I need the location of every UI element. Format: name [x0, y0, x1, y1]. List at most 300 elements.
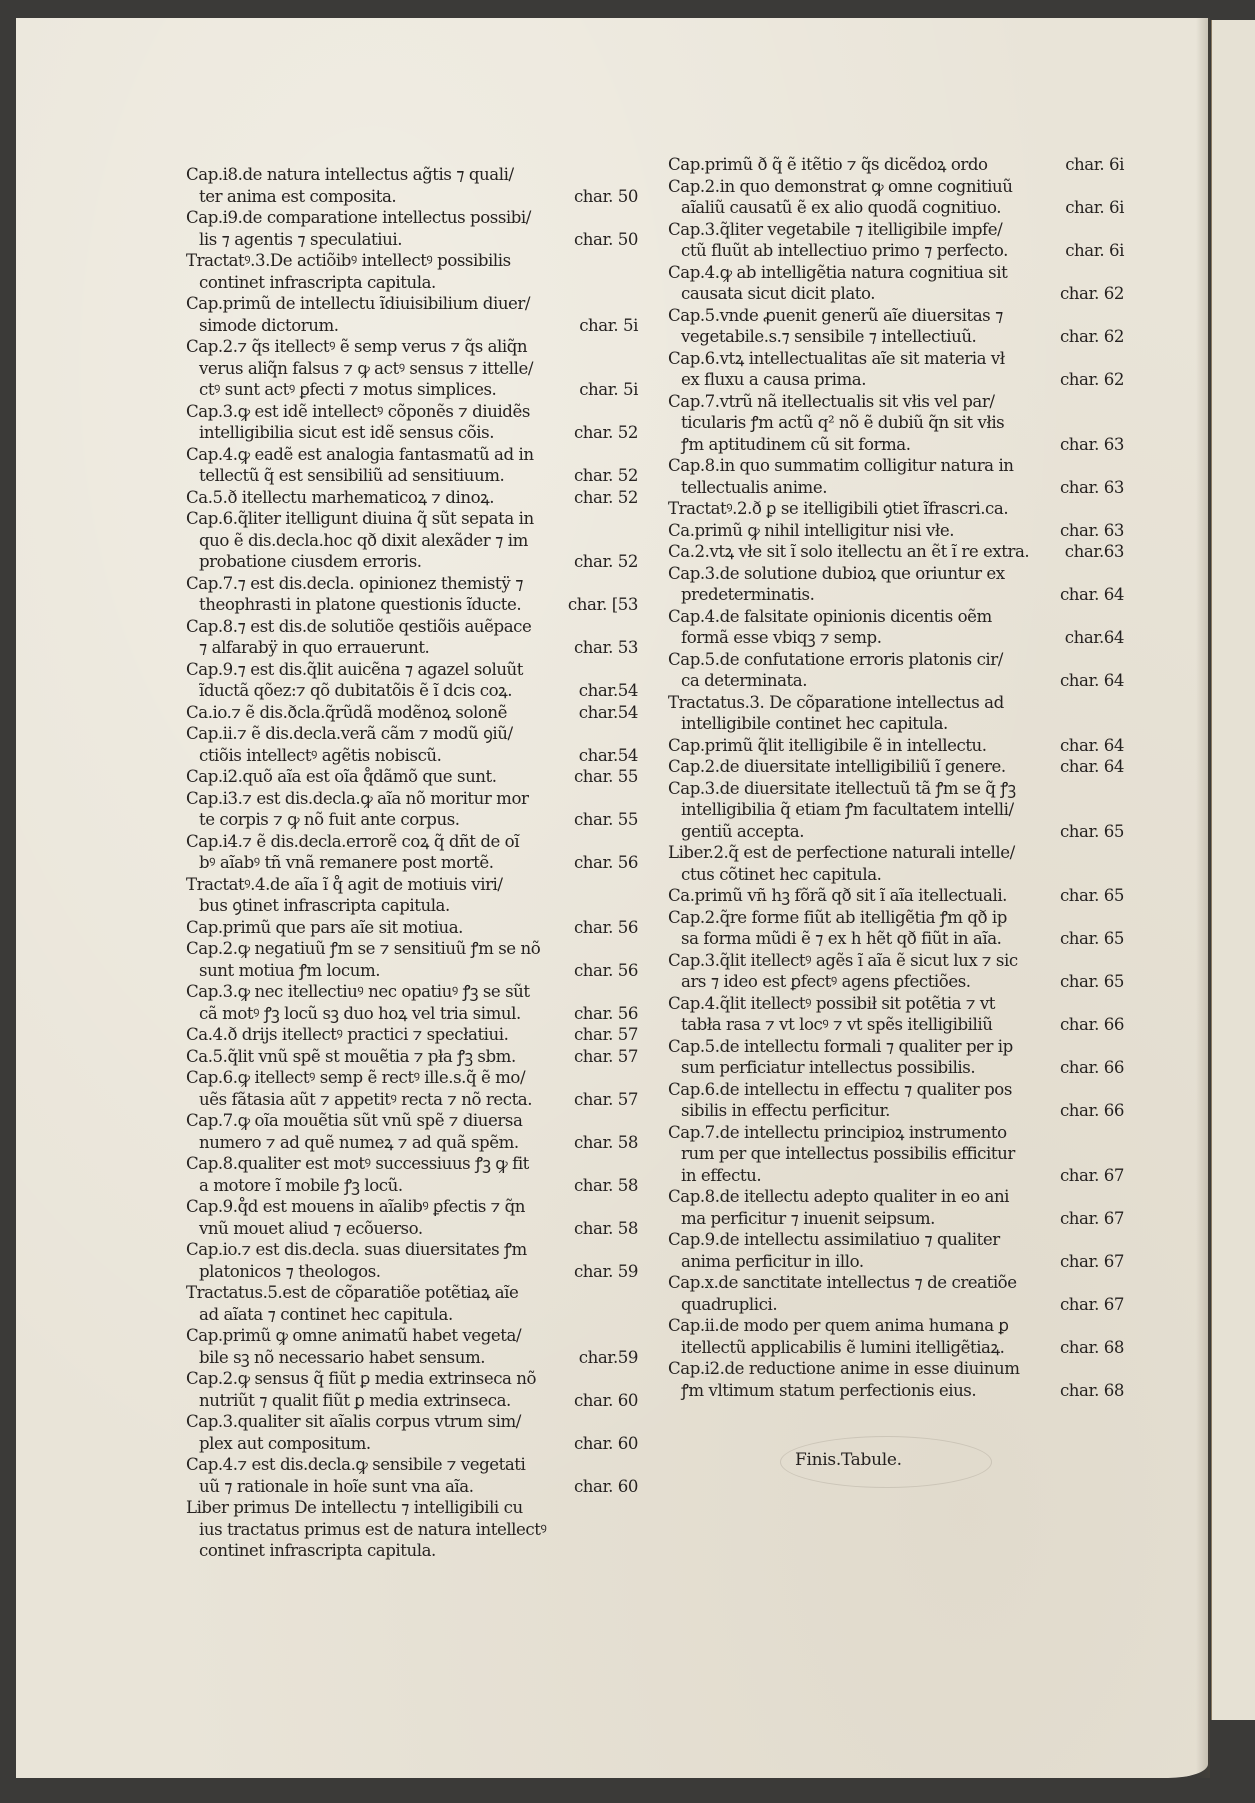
- toc-page-reference: char. 67: [1059, 1251, 1124, 1271]
- toc-entry-text: Cap.i2.quõ aĩa est oĩa q̊dãmõ que sunt.: [186, 767, 497, 786]
- toc-entry-text: Cap.9.⁊ est dis.q̃lit auicẽna ⁊ agazel soluũt: [186, 659, 524, 679]
- toc-line: [186, 637, 638, 659]
- toc-line: [668, 391, 1124, 413]
- toc-entry-text: Cap.9.de intellectu assimilatiuo ⁊ qualiter: [668, 1230, 1000, 1249]
- toc-line: [186, 1347, 638, 1369]
- toc-page-reference: char. 55: [573, 810, 638, 829]
- toc-entry-text: Cap.i8.de natura intellectus ag̃tis ⁊ quali/: [186, 165, 514, 184]
- toc-line: [668, 842, 1124, 864]
- toc-line: [668, 778, 1124, 800]
- toc-entry-text: gentiũ accepta.: [681, 821, 805, 841]
- page-gutter-shadow: [1196, 18, 1210, 1778]
- toc-entry-text: ad aĩata ⁊ continet hec capitula.: [199, 1304, 453, 1324]
- toc-line: [186, 1519, 638, 1541]
- toc-entry-text: formã esse vbiqꝫ ⁊ semp.: [681, 628, 882, 647]
- toc-entry-text: continet infrascripta capitula.: [199, 1541, 436, 1560]
- toc-page-reference: char. [53: [567, 595, 638, 614]
- toc-entry-text: Cap.5.de confutatione erroris platonis cir/: [668, 649, 1003, 669]
- toc-entry-text: in effectu.: [681, 1165, 762, 1185]
- toc-page-reference: char. 59: [573, 1261, 638, 1281]
- toc-entry-text: Cap.2.⁊ q̃s itellectꝰ ẽ semp verus ⁊ q̃s aliq̃n: [186, 337, 528, 356]
- toc-entry-text: Cap.primũ q̃lit itelligibile ẽ in intellectu.: [668, 735, 987, 755]
- adjacent-page-edge: [1211, 20, 1255, 1720]
- toc-entry-text: ctꝰ sunt actꝰ ꝑfecti ⁊ motus simplices.: [199, 380, 497, 399]
- toc-entry-text: Cap.2.de diuersitate intelligibiliũ ĩ genere.: [668, 757, 1006, 776]
- toc-entry-text: Cap.2.in quo demonstrat ꝙ omne cognitiuũ: [668, 176, 1013, 196]
- toc-entry-text: tellectualis anime.: [681, 477, 828, 497]
- toc-entry-text: Ca.primũ ꝙ nihil intelligitur nisi vłe.: [668, 520, 955, 540]
- toc-entry-text: lis ⁊ agentis ⁊ speculatiui.: [199, 229, 403, 249]
- toc-entry-text: vnũ mouet aliud ⁊ ecõuerso.: [199, 1218, 423, 1238]
- toc-entry-text: sibilis in effectu perficitur.: [681, 1101, 890, 1120]
- toc-entry-text: te corpis ⁊ ꝙ nõ fuit ante corpus.: [199, 810, 460, 829]
- toc-entry-text: Ca.primũ vñ hꝫ fõrã qð sit ĩ aĩa itellectuali.: [668, 886, 1007, 905]
- toc-line: [668, 584, 1124, 606]
- toc-entry-text: Ca.2.vtꝝ vłe sit ĩ solo itellectu an ẽt ĩ re extra.: [668, 542, 1030, 561]
- toc-line: [668, 176, 1124, 198]
- toc-line: [186, 422, 638, 444]
- toc-line: [668, 1014, 1124, 1036]
- toc-entry-text: tellectũ q̃ est sensibiliũ ad sensitiuum.: [199, 466, 505, 485]
- toc-page-reference: char. 68: [1059, 1380, 1124, 1400]
- toc-line: [186, 1239, 638, 1261]
- toc-entry-text: ticularis ꝭm actũ q² nõ ẽ dubiũ q̃n sit vłis: [681, 413, 1005, 432]
- toc-line: [186, 250, 638, 272]
- toc-line: [186, 1476, 638, 1498]
- closing-line: Finis.Tabule.: [795, 1450, 902, 1470]
- toc-entry-text: Cap.6.vtꝝ intellectualitas aĩe sit materia vł: [668, 348, 1005, 368]
- toc-entry-text: cã motꝰ ꝭꝫ locũ sꝫ duo hoꝝ vel tria simul.: [199, 1003, 521, 1023]
- toc-page-reference: char. 56: [573, 917, 638, 937]
- toc-entry-text: Cap.3.de solutione dubioꝝ que oriuntur ex: [668, 563, 1005, 583]
- toc-entry-text: Cap.9.q̊d est mouens in aĩalibꝰ ꝑfectis ⁊ q̃n: [186, 1197, 525, 1216]
- toc-line: [668, 369, 1124, 391]
- toc-line: [668, 240, 1124, 262]
- toc-entry-text: sum perficiatur intellectus possibilis.: [681, 1058, 976, 1077]
- toc-line: [186, 1325, 638, 1347]
- toc-page-reference: char. 67: [1059, 1165, 1124, 1185]
- toc-entry-text: Cap.8.de itellectu adepto qualiter in eo ani: [668, 1187, 1010, 1206]
- toc-line: [668, 348, 1124, 370]
- toc-entry-text: ĩductã qõez:⁊ qõ dubitatõis ẽ ĩ dcis coꝝ.: [199, 681, 513, 700]
- toc-entry-text: Cap.3.q̃liter vegetabile ⁊ itelligibile impfe/: [668, 219, 1003, 239]
- toc-entry-text: Tractatꝰ.3.De actiõibꝰ intellectꝰ possibilis: [186, 251, 511, 270]
- toc-line: [668, 1122, 1124, 1144]
- toc-page-reference: char. 58: [573, 1132, 638, 1152]
- toc-entry-text: sunt motiua ꝭm locum.: [199, 960, 381, 980]
- toc-page-reference: char. 56: [573, 960, 638, 980]
- toc-line: [668, 1337, 1124, 1359]
- toc-entry-text: nutriũt ⁊ qualit fiũt ꝑ media extrinseca.: [199, 1390, 511, 1410]
- toc-entry-text: Cap.3.ꝙ est idẽ intellectꝰ cõponẽs ⁊ diuidẽs: [186, 401, 530, 421]
- toc-entry-text: quo ẽ dis.decla.hoc qð dixit alexãder ⁊ im: [199, 530, 528, 550]
- toc-entry-text: Cap.4.ꝙ ab intelligẽtia natura cognitiua sit: [668, 262, 1008, 282]
- toc-line: [668, 1315, 1124, 1337]
- toc-entry-text: ius tractatus primus est de natura intellectꝰ: [199, 1519, 547, 1539]
- toc-line: [668, 197, 1124, 219]
- toc-entry-text: Cap.4.⁊ est dis.decla.ꝙ sensibile ⁊ vegetati: [186, 1455, 526, 1474]
- toc-line: [186, 465, 638, 487]
- toc-entry-text: vegetabile.s.⁊ sensibile ⁊ intellectiuũ.: [681, 327, 977, 346]
- toc-line: [186, 981, 638, 1003]
- toc-line: [668, 498, 1124, 520]
- toc-entry-text: Tractatus.3. De cõparatione intellectus ad: [668, 692, 1004, 712]
- toc-entry-text: Ca.5.q̃lit vnũ spẽ st mouẽtia ⁊ pła ꝭꝫ sbm.: [186, 1046, 516, 1066]
- toc-entry-text: Cap.ii.de modo per quem anima humana ꝑ: [668, 1316, 1009, 1335]
- toc-page-reference: char. 52: [573, 487, 638, 507]
- toc-line: [668, 262, 1124, 284]
- toc-line: [186, 401, 638, 423]
- toc-page-reference: char. 62: [1059, 327, 1124, 346]
- toc-entry-text: predeterminatis.: [681, 585, 815, 604]
- toc-entry-text: Cap.8.in quo summatim colligitur natura in: [668, 456, 1014, 475]
- toc-entry-text: sa forma mũdi ẽ ⁊ ex h hẽt qð fiũt in aĩa.: [681, 929, 1002, 948]
- toc-line: [186, 1261, 638, 1283]
- toc-entry-text: Cap.primũ ð q̃ ẽ itẽtio ⁊ q̃s dicẽdoꝝ ordo: [668, 155, 988, 174]
- toc-line: [668, 950, 1124, 972]
- toc-line: [668, 326, 1124, 348]
- toc-entry-text: a motore ĩ mobile ꝭꝫ locũ.: [199, 1175, 403, 1195]
- toc-line: [186, 680, 638, 702]
- toc-line: [668, 971, 1124, 993]
- toc-line: [186, 1497, 638, 1519]
- toc-line: [186, 1132, 638, 1154]
- toc-entry-text: Cap.i4.⁊ ẽ dis.decla.errorẽ coꝝ q̃ dñt de oĩ: [186, 831, 520, 851]
- toc-page-reference: char. 64: [1059, 585, 1124, 604]
- toc-line: [186, 1003, 638, 1025]
- toc-entry-text: Tractatꝰ.4.de aĩa ĩ q̊ agit de motiuis viri/: [186, 874, 503, 894]
- toc-page-reference: char.63: [1064, 542, 1124, 561]
- toc-entry-text: causata sicut dicit plato.: [681, 284, 876, 303]
- toc-line: [668, 885, 1124, 907]
- toc-entry-text: numero ⁊ ad quẽ numeꝝ ⁊ ad quã spẽm.: [199, 1132, 519, 1152]
- toc-line: [668, 1079, 1124, 1101]
- toc-entry-text: Cap.4.de falsitate opinionis dicentis oẽm: [668, 606, 992, 626]
- toc-line: [186, 594, 638, 616]
- toc-line: [668, 1272, 1124, 1294]
- toc-line: [668, 305, 1124, 327]
- toc-line: [668, 1380, 1124, 1402]
- toc-page-reference: char. 65: [1059, 821, 1124, 841]
- toc-entry-text: Cap.primũ de intellectu ĩdiuisibilium diuer/: [186, 294, 531, 313]
- toc-line: [668, 864, 1124, 886]
- toc-line: [668, 907, 1124, 929]
- toc-page-reference: char. 65: [1059, 886, 1124, 905]
- toc-line: [668, 455, 1124, 477]
- toc-entry-text: Cap.x.de sanctitate intellectus ⁊ de creatiõe: [668, 1273, 1017, 1292]
- toc-page-reference: char. 62: [1059, 370, 1124, 389]
- toc-line: [186, 1089, 638, 1111]
- toc-line: [668, 1186, 1124, 1208]
- toc-page-reference: char.54: [578, 702, 638, 722]
- toc-line: [186, 573, 638, 595]
- toc-line: [668, 1208, 1124, 1230]
- toc-line: [668, 412, 1124, 434]
- toc-entry-text: quadruplici.: [681, 1294, 778, 1314]
- toc-page-reference: char.59: [578, 1347, 638, 1367]
- toc-line: [186, 444, 638, 466]
- toc-line: [668, 606, 1124, 628]
- toc-entry-text: Ca.io.⁊ ẽ dis.ðcla.q̃rũdã modẽnoꝝ solonẽ: [186, 702, 507, 722]
- toc-line: [186, 1024, 638, 1046]
- toc-entry-text: anima perficitur in illo.: [681, 1251, 864, 1271]
- toc-page-reference: char. 57: [573, 1025, 638, 1044]
- toc-entry-text: Cap.3.ꝙ nec itellectiuꝰ nec opatiuꝰ ꝭꝫ se sũt: [186, 982, 530, 1001]
- toc-page-reference: char. 66: [1059, 1058, 1124, 1077]
- toc-entry-text: probatione ciusdem erroris.: [199, 552, 422, 571]
- toc-page-reference: char. 5i: [579, 315, 638, 335]
- toc-entry-text: intelligibilia q̃ etiam ꝭm facultatem intelli/: [681, 800, 1014, 819]
- toc-entry-text: Ca.5.ð itellectu marhematicoꝝ ⁊ dinoꝝ.: [186, 487, 495, 507]
- table-of-contents-right-column: [668, 154, 1124, 1401]
- toc-line: [186, 229, 638, 251]
- toc-line: [668, 219, 1124, 241]
- toc-page-reference: char. 57: [573, 1046, 638, 1066]
- toc-line: [186, 1540, 638, 1562]
- toc-entry-text: Cap.2.q̃re forme fiũt ab itelligẽtia ꝭm qð ip: [668, 907, 1007, 927]
- toc-entry-text: bus ꝯtinet infrascripta capitula.: [199, 896, 450, 915]
- toc-page-reference: char. 53: [573, 638, 638, 657]
- toc-page-reference: char.54: [578, 681, 638, 700]
- toc-line: [668, 1251, 1124, 1273]
- toc-entry-text: Cap.7.vtrũ nã itellectualis sit vłis vel par/: [668, 391, 995, 411]
- toc-page-reference: char. 60: [573, 1390, 638, 1410]
- toc-page-reference: char. 5i: [579, 380, 638, 399]
- toc-line: [668, 821, 1124, 843]
- toc-line: [186, 272, 638, 294]
- toc-line: [186, 1153, 638, 1175]
- toc-line: [668, 477, 1124, 499]
- toc-line: [186, 487, 638, 509]
- toc-entry-text: Cap.6.ꝙ itellectꝰ semp ẽ rectꝰ ille.s.q̃ ẽ mo/: [186, 1068, 526, 1087]
- toc-entry-text: bile sꝫ nõ necessario habet sensum.: [199, 1347, 486, 1367]
- toc-entry-text: Liber primus De intellectu ⁊ intelligibili cu: [186, 1498, 523, 1517]
- toc-line: [668, 563, 1124, 585]
- toc-entry-text: aĩaliũ causatũ ẽ ex alio quodã cognitiuo.: [681, 198, 1002, 217]
- toc-entry-text: rum per que intellectus possibilis efficitur: [681, 1144, 1015, 1163]
- toc-line: [186, 766, 638, 788]
- toc-line: [668, 756, 1124, 778]
- toc-entry-text: Cap.8.⁊ est dis.de solutiõe qestiõis auẽpace: [186, 616, 532, 636]
- toc-entry-text: plex aut compositum.: [199, 1433, 371, 1453]
- toc-entry-text: Cap.7.ꝙ oĩa mouẽtia sũt vnũ spẽ ⁊ diuersa: [186, 1111, 523, 1130]
- toc-line: [668, 1165, 1124, 1187]
- toc-line: [186, 1433, 638, 1455]
- toc-entry-text: Cap.ii.⁊ ẽ dis.decla.verã cãm ⁊ modũ ꝯiũ/: [186, 724, 513, 743]
- toc-line: [186, 530, 638, 552]
- toc-line: [186, 1411, 638, 1433]
- toc-page-reference: char. 55: [573, 767, 638, 786]
- toc-entry-text: ctiõis intellectꝰ agẽtis nobiscũ.: [199, 745, 442, 765]
- toc-entry-text: bꝰ aĩabꝰ tñ vnã remanere post mortẽ.: [199, 853, 494, 872]
- table-of-contents-left-column: [186, 164, 638, 1562]
- toc-entry-text: Tractatꝰ.2.ð ꝑ se itelligibili ꝯtiet ĩfrascri.ca.: [668, 499, 1009, 518]
- toc-line: [668, 735, 1124, 757]
- toc-line: [668, 993, 1124, 1015]
- toc-line: [186, 207, 638, 229]
- toc-entry-text: ter anima est composita.: [199, 186, 397, 206]
- toc-entry-text: ctus cõtinet hec capitula.: [681, 864, 882, 884]
- toc-line: [668, 649, 1124, 671]
- toc-entry-text: Cap.primũ ꝙ omne animatũ habet vegeta/: [186, 1326, 522, 1345]
- toc-entry-text: ctũ fluũt ab intellectiuo primo ⁊ perfecto.: [681, 241, 1008, 260]
- toc-page-reference: char.64: [1064, 628, 1124, 647]
- toc-line: [186, 723, 638, 745]
- toc-entry-text: Cap.primũ que pars aĩe sit motiua.: [186, 917, 464, 937]
- toc-page-reference: char. 63: [1059, 434, 1124, 454]
- toc-page-reference: char. 67: [1059, 1208, 1124, 1228]
- toc-entry-text: verus aliq̃n falsus ⁊ ꝙ actꝰ sensus ⁊ ittelle/: [199, 358, 534, 378]
- toc-line: [668, 627, 1124, 649]
- toc-page-reference: char. 56: [573, 1003, 638, 1023]
- toc-entry-text: Cap.4.ꝙ eadẽ est analogia fantasmatũ ad in: [186, 444, 534, 464]
- toc-page-reference: char. 64: [1059, 671, 1124, 690]
- toc-page-reference: char.54: [578, 745, 638, 765]
- toc-page-reference: char. 6i: [1065, 155, 1124, 174]
- toc-entry-text: theophrasti in platone questionis ĩducte.: [199, 595, 522, 614]
- toc-entry-text: intelligibile continet hec capitula.: [681, 714, 948, 733]
- toc-line: [186, 788, 638, 810]
- toc-entry-text: Cap.i3.⁊ est dis.decla.ꝙ aĩa nõ moritur mor: [186, 788, 529, 808]
- toc-line: [186, 1282, 638, 1304]
- toc-entry-text: ꝭm aptitudinem cũ sit forma.: [681, 434, 911, 454]
- toc-line: [186, 1368, 638, 1390]
- toc-entry-text: simode dictorum.: [199, 315, 339, 335]
- toc-entry-text: ꝭm vltimum statum perfectionis eius.: [681, 1380, 977, 1400]
- toc-entry-text: Cap.7.de intellectu principioꝝ instrumento: [668, 1122, 1007, 1142]
- toc-line: [186, 809, 638, 831]
- toc-page-reference: char. 63: [1059, 520, 1124, 540]
- toc-line: [186, 852, 638, 874]
- toc-page-reference: char. 68: [1059, 1337, 1124, 1357]
- toc-entry-text: ars ⁊ ideo est ꝑfectꝰ agens ꝑfectiões.: [681, 972, 971, 991]
- toc-line: [668, 154, 1124, 176]
- toc-page-reference: char. 66: [1059, 1101, 1124, 1120]
- toc-line: [186, 336, 638, 358]
- toc-line: [186, 831, 638, 853]
- toc-entry-text: intelligibilia sicut est idẽ sensus cõis.: [199, 423, 495, 442]
- toc-line: [186, 508, 638, 530]
- toc-entry-text: Cap.7.⁊ est dis.decla. opinionez themistӱ ⁊: [186, 573, 524, 593]
- toc-line: [668, 692, 1124, 714]
- toc-line: [668, 1057, 1124, 1079]
- toc-entry-text: Cap.8.qualiter est motꝰ successiuus ꝭꝫ ꝙ fit: [186, 1154, 529, 1173]
- toc-page-reference: char. 58: [573, 1218, 638, 1238]
- toc-page-reference: char. 52: [573, 423, 638, 442]
- toc-entry-text: ex fluxu a causa prima.: [681, 370, 867, 389]
- toc-line: [186, 358, 638, 380]
- toc-page-reference: char. 67: [1059, 1294, 1124, 1314]
- toc-entry-text: Tractatus.5.est de cõparatiõe potẽtiaꝝ aĩe: [186, 1283, 519, 1302]
- toc-page-reference: char. 56: [573, 853, 638, 872]
- toc-line: [186, 379, 638, 401]
- toc-page-reference: char. 66: [1059, 1015, 1124, 1034]
- toc-line: [186, 745, 638, 767]
- toc-line: [668, 1229, 1124, 1251]
- toc-entry-text: Cap.i9.de comparatione intellectus possibi/: [186, 208, 531, 227]
- toc-entry-text: Ca.4.ð drijs itellectꝰ practici ⁊ specłatiui.: [186, 1025, 509, 1044]
- toc-line: [186, 1046, 638, 1068]
- toc-page-reference: char. 6i: [1065, 198, 1124, 217]
- toc-line: [186, 1304, 638, 1326]
- toc-entry-text: itellectũ applicabilis ẽ lumini itelligẽtiaꝝ.: [681, 1337, 1005, 1357]
- toc-entry-text: Cap.3.de diuersitate itellectuũ tã ꝭm se q̃ ꝭꝫ: [668, 778, 1016, 798]
- toc-page-reference: char. 50: [573, 186, 638, 206]
- toc-page-reference: char. 60: [573, 1433, 638, 1453]
- toc-line: [668, 1294, 1124, 1316]
- toc-entry-text: platonicos ⁊ theologos.: [199, 1261, 381, 1281]
- toc-entry-text: Cap.io.⁊ est dis.decla. suas diuersitates ꝭm: [186, 1240, 527, 1259]
- toc-entry-text: Cap.3.q̃lit itellectꝰ agẽs ĩ aĩa ẽ sicut lux ⁊ sic: [668, 950, 1018, 970]
- toc-entry-text: Cap.5.vnde ꝓuenit generũ aĩe diuersitas ⁊: [668, 305, 1003, 325]
- toc-entry-text: Cap.i2.de reductione anime in esse diuinum: [668, 1359, 1020, 1378]
- toc-line: [186, 1196, 638, 1218]
- toc-entry-text: Liber.2.q̃ est de perfectione naturali intelle/: [668, 843, 1015, 862]
- toc-line: [668, 520, 1124, 542]
- toc-line: [186, 960, 638, 982]
- toc-entry-text: continet infrascripta capitula.: [199, 272, 436, 292]
- toc-entry-text: uẽs fãtasia aũt ⁊ appetitꝰ recta ⁊ nõ recta.: [199, 1089, 533, 1109]
- toc-line: [186, 1218, 638, 1240]
- toc-page-reference: char. 58: [573, 1175, 638, 1195]
- toc-entry-text: Cap.5.de intellectu formali ⁊ qualiter per ip: [668, 1036, 1013, 1056]
- toc-page-reference: char. 65: [1059, 972, 1124, 991]
- toc-line: [186, 659, 638, 681]
- toc-entry-text: ma perficitur ⁊ inuenit seipsum.: [681, 1208, 935, 1228]
- toc-entry-text: ⁊ alfarabӱ in quo errauerunt.: [199, 638, 430, 657]
- toc-line: [186, 895, 638, 917]
- toc-line: [186, 1175, 638, 1197]
- toc-entry-text: tabła rasa ⁊ vt locꝰ ⁊ vt spẽs itelligibiliũ: [681, 1015, 993, 1034]
- toc-line: [668, 541, 1124, 563]
- toc-page-reference: char. 62: [1059, 284, 1124, 303]
- toc-line: [186, 917, 638, 939]
- toc-line: [186, 1110, 638, 1132]
- toc-page-reference: char. 64: [1059, 757, 1124, 776]
- toc-line: [668, 1143, 1124, 1165]
- toc-page-reference: char. 52: [573, 552, 638, 571]
- toc-line: [668, 434, 1124, 456]
- toc-page-reference: char. 50: [573, 229, 638, 249]
- toc-line: [186, 1390, 638, 1412]
- toc-line: [186, 1067, 638, 1089]
- toc-line: [668, 1036, 1124, 1058]
- toc-line: [668, 928, 1124, 950]
- toc-line: [668, 713, 1124, 735]
- toc-line: [186, 293, 638, 315]
- toc-entry-text: uũ ⁊ rationale in hoĩe sunt vna aĩa.: [199, 1476, 474, 1496]
- toc-line: [186, 1454, 638, 1476]
- toc-entry-text: Cap.2.ꝙ sensus q̃ fiũt ꝑ media extrinseca nõ: [186, 1369, 537, 1388]
- toc-line: [668, 670, 1124, 692]
- toc-line: [186, 315, 638, 337]
- toc-line: [186, 616, 638, 638]
- toc-line: [186, 164, 638, 186]
- toc-line: [186, 551, 638, 573]
- toc-page-reference: char. 57: [573, 1089, 638, 1109]
- toc-page-reference: char. 64: [1059, 735, 1124, 755]
- toc-line: [186, 702, 638, 724]
- toc-page-reference: char. 6i: [1065, 241, 1124, 260]
- toc-line: [186, 874, 638, 896]
- toc-line: [668, 1358, 1124, 1380]
- toc-line: [186, 938, 638, 960]
- toc-entry-text: Cap.4.q̃lit itellectꝰ possibił sit potẽtia ⁊ vt: [668, 993, 995, 1013]
- toc-page-reference: char. 63: [1059, 477, 1124, 497]
- toc-line: [668, 799, 1124, 821]
- toc-line: [186, 186, 638, 208]
- toc-line: [668, 1100, 1124, 1122]
